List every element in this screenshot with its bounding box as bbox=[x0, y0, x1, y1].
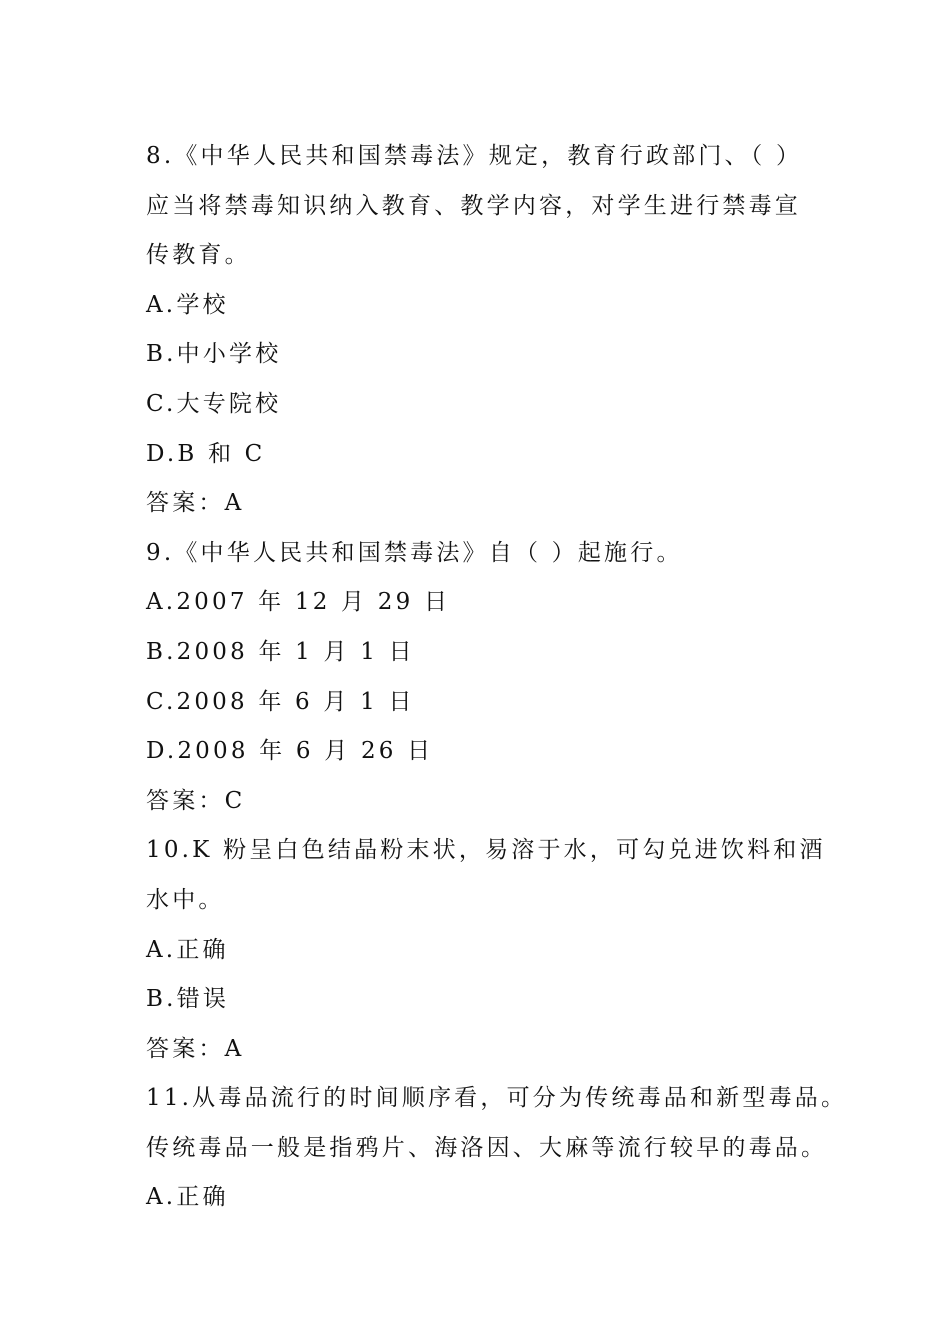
question-10-text-line-2: 水中。 bbox=[146, 886, 225, 913]
question-10-text-line-1: 10.K 粉呈白色结晶粉末状，易溶于水，可勾兑进饮料和酒 bbox=[146, 837, 826, 864]
question-8-option-a: A.学校 bbox=[146, 291, 229, 318]
question-9-option-a: A.2007 年 12 月 29 日 bbox=[146, 589, 451, 616]
question-11-text-line-2: 传统毒品一般是指鸦片、海洛因、大麻等流行较早的毒品。 bbox=[146, 1134, 828, 1161]
question-9-option-b: B.2008 年 1 月 1 日 bbox=[146, 638, 415, 665]
question-11-text-line-1: 11.从毒品流行的时间顺序看，可分为传统毒品和新型毒品。 bbox=[146, 1085, 848, 1112]
question-8-option-d: D.B 和 C bbox=[146, 440, 266, 467]
question-8-option-c: C.大专院校 bbox=[146, 390, 282, 417]
question-10-answer: 答案：A bbox=[146, 1035, 245, 1062]
question-8-option-b: B.中小学校 bbox=[146, 341, 282, 368]
question-11-option-a: A.正确 bbox=[146, 1184, 229, 1211]
question-8-answer: 答案：A bbox=[146, 490, 245, 517]
question-8-text-line-3: 传教育。 bbox=[146, 242, 251, 269]
question-10-option-a: A.正确 bbox=[146, 936, 229, 963]
question-9-answer: 答案：C bbox=[146, 787, 246, 814]
question-10-option-b: B.错误 bbox=[146, 986, 230, 1013]
question-8-text-line-1: 8.《中华人民共和国禁毒法》规定，教育行政部门、（ ） bbox=[146, 143, 803, 169]
question-9-option-d: D.2008 年 6 月 26 日 bbox=[146, 738, 434, 765]
question-9-text-line-1: 9.《中华人民共和国禁毒法》自（ ）起施行。 bbox=[146, 539, 683, 566]
question-9-option-c: C.2008 年 6 月 1 日 bbox=[146, 688, 415, 715]
document-page bbox=[146, 132, 848, 1223]
question-8-text-line-2: 应当将禁毒知识纳入教育、教学内容，对学生进行禁毒宣 bbox=[146, 192, 801, 219]
